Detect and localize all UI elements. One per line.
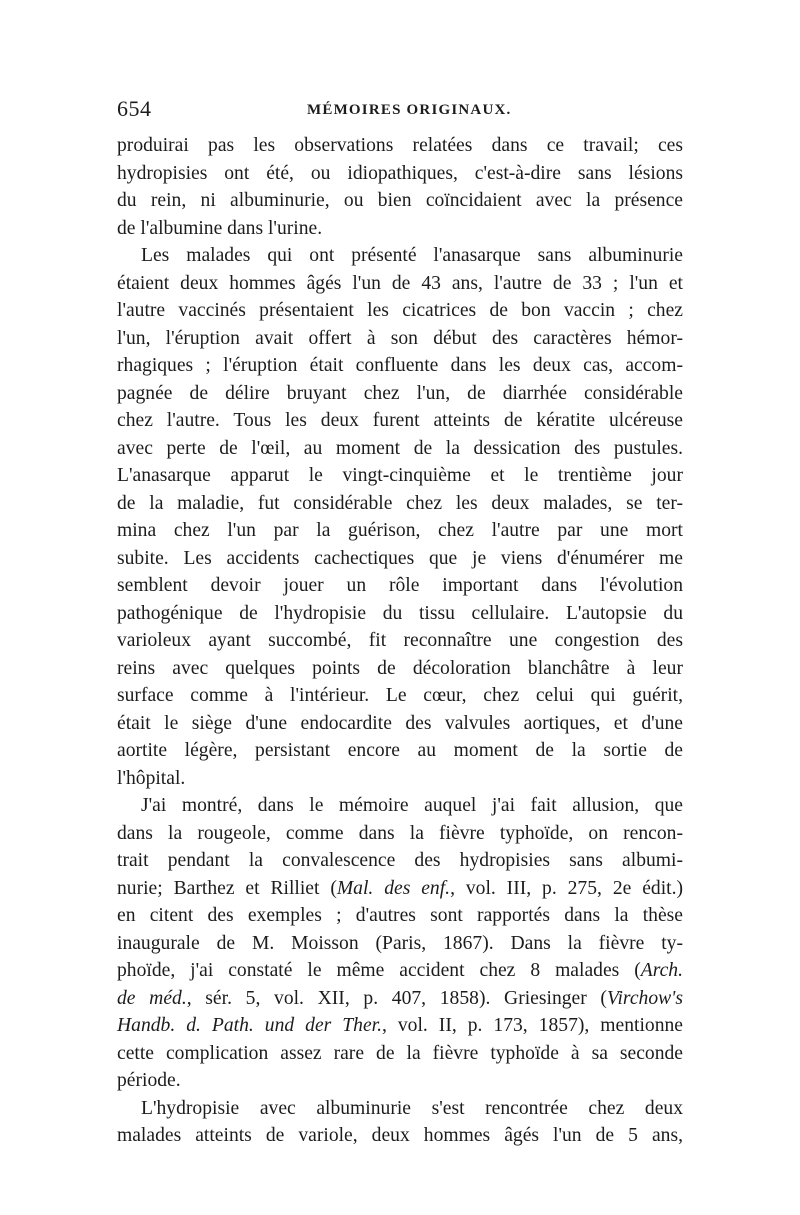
text-segment: avec perte de l'œil, au moment de la dessication des pustules. bbox=[117, 437, 683, 459]
text-segment: dans la rougeole, comme dans la fièvre typhoïde, on rencon- bbox=[117, 822, 683, 844]
text-line bbox=[117, 737, 683, 765]
text-segment: l'hôpital. bbox=[117, 767, 186, 789]
text-line bbox=[117, 132, 683, 160]
italic-citation: Arch. bbox=[640, 960, 683, 981]
page-header bbox=[117, 96, 683, 126]
text-segment: aortite légère, persistant encore au moment de la sortie de bbox=[117, 740, 683, 761]
text-segment: rhagiques ; l'éruption était confluente dans les deux cas, accom- bbox=[117, 355, 683, 376]
text-line bbox=[117, 545, 683, 573]
text-segment: hydropisies ont été, ou idiopathiques, c'est-à-dire sans lésions bbox=[117, 162, 683, 184]
text-segment: produirai pas les observations relatées dans ce travail; ces bbox=[117, 135, 683, 156]
text-line bbox=[117, 270, 683, 298]
text-line bbox=[117, 1012, 683, 1040]
text-line bbox=[117, 985, 683, 1013]
text-line bbox=[117, 160, 683, 188]
text-line bbox=[117, 517, 683, 545]
text-segment: l'un, l'éruption avait offert à son début des caractères hémor- bbox=[117, 327, 683, 349]
italic-citation: de méd. bbox=[117, 987, 187, 1009]
text-line bbox=[117, 710, 683, 738]
text-line bbox=[117, 682, 683, 710]
text-segment: pathogénique de l'hydropisie du tissu cellulaire. L'autopsie du bbox=[117, 602, 683, 624]
text-segment: varioleux ayant succombé, fit reconnaître une congestion des bbox=[117, 630, 683, 651]
text-line bbox=[117, 930, 683, 958]
text-line bbox=[117, 902, 683, 930]
text-line bbox=[117, 380, 683, 408]
text-segment: malades atteints de variole, deux hommes âgés l'un de 5 ans, bbox=[117, 1125, 683, 1146]
text-line bbox=[117, 820, 683, 848]
text-segment: L'hydropisie avec albuminurie s'est rencontrée chez deux bbox=[141, 1097, 683, 1119]
italic-citation: Mal. des enf. bbox=[336, 877, 451, 899]
text-line bbox=[117, 297, 683, 325]
text-segment: mina chez l'un par la guérison, chez l'autre par une mort bbox=[117, 520, 683, 541]
text-line bbox=[117, 407, 683, 435]
text-segment: en citent des exemples ; d'autres sont rapportés dans la thèse bbox=[117, 905, 683, 926]
text-line bbox=[117, 600, 683, 628]
text-line bbox=[117, 655, 683, 683]
text-line bbox=[117, 242, 683, 270]
body-text bbox=[117, 132, 683, 1150]
text-segment: période. bbox=[117, 1070, 181, 1091]
text-line bbox=[117, 325, 683, 353]
text-line bbox=[117, 765, 683, 793]
text-line bbox=[117, 1040, 683, 1068]
text-segment: pagnée de délire bruyant chez l'un, de diarrhée considérable bbox=[117, 382, 683, 404]
text-segment: cette complication assez rare de la fièvre typhoïde à sa seconde bbox=[117, 1042, 683, 1064]
text-segment: de la maladie, fut considérable chez les deux malades, se ter- bbox=[117, 492, 683, 514]
text-line bbox=[117, 572, 683, 600]
text-segment: L'anasarque apparut le vingt-cinquième et le trentième jour bbox=[117, 465, 683, 486]
text-line bbox=[117, 490, 683, 518]
text-segment: étaient deux hommes âgés l'un de 43 ans, l'autre de 33 ; l'un et bbox=[117, 272, 683, 294]
text-segment: reins avec quelques points de décoloration blanchâtre à leur bbox=[117, 657, 683, 679]
text-segment: semblent devoir jouer un rôle important dans l'évolution bbox=[117, 575, 683, 596]
text-line bbox=[117, 1067, 683, 1095]
text-line bbox=[117, 187, 683, 215]
text-segment: subite. Les accidents cachectiques que je viens d'énumérer me bbox=[117, 547, 683, 569]
text-segment: Les malades qui ont présenté l'anasarque sans albuminurie bbox=[141, 245, 683, 266]
text-line bbox=[117, 847, 683, 875]
text-line bbox=[117, 435, 683, 463]
italic-citation: Virchow's bbox=[606, 987, 683, 1009]
text-segment: inaugurale de M. Moisson (Paris, 1867). Dans la fièvre ty- bbox=[117, 932, 683, 954]
text-segment: J'ai montré, dans le mémoire auquel j'ai fait allusion, que bbox=[141, 795, 683, 816]
text-segment: nurie; Barthez et Rilliet ( bbox=[117, 877, 337, 899]
text-line bbox=[117, 627, 683, 655]
text-line bbox=[117, 1122, 683, 1150]
text-line bbox=[117, 215, 683, 243]
text-segment: de l'albumine dans l'urine. bbox=[117, 217, 323, 239]
text-segment: surface comme à l'intérieur. Le cœur, chez celui qui guérit, bbox=[117, 685, 683, 706]
running-title: MÉMOIRES ORIGINAUX. bbox=[307, 102, 512, 118]
text-line bbox=[117, 792, 683, 820]
text-segment: était le siège d'une endocardite des valvules aortiques, et d'une bbox=[117, 712, 683, 734]
text-line bbox=[117, 875, 683, 903]
text-segment: chez l'autre. Tous les deux furent atteints de kératite ulcéreuse bbox=[117, 410, 683, 431]
text-line bbox=[117, 462, 683, 490]
text-line bbox=[117, 1095, 683, 1123]
text-line bbox=[117, 957, 683, 985]
text-segment: phoïde, j'ai constaté le même accident chez 8 malades ( bbox=[117, 960, 641, 981]
text-segment: du rein, ni albuminurie, ou bien coïncidaient avec la présence bbox=[117, 190, 683, 211]
text-segment: , vol. II, p. 173, 1857), mentionne bbox=[382, 1015, 683, 1036]
italic-citation: Handb. d. Path. und der Ther. bbox=[117, 1015, 382, 1036]
text-line bbox=[117, 352, 683, 380]
text-segment: trait pendant la convalescence des hydropisies sans albumi- bbox=[117, 850, 683, 871]
text-segment: , sér. 5, vol. XII, p. 407, 1858). Griesinger ( bbox=[186, 987, 607, 1009]
text-segment: , vol. III, p. 275, 2e édit.) bbox=[450, 877, 684, 899]
text-segment: l'autre vaccinés présentaient les cicatrices de bon vaccin ; chez bbox=[117, 300, 683, 321]
page-number: 654 bbox=[117, 96, 152, 121]
